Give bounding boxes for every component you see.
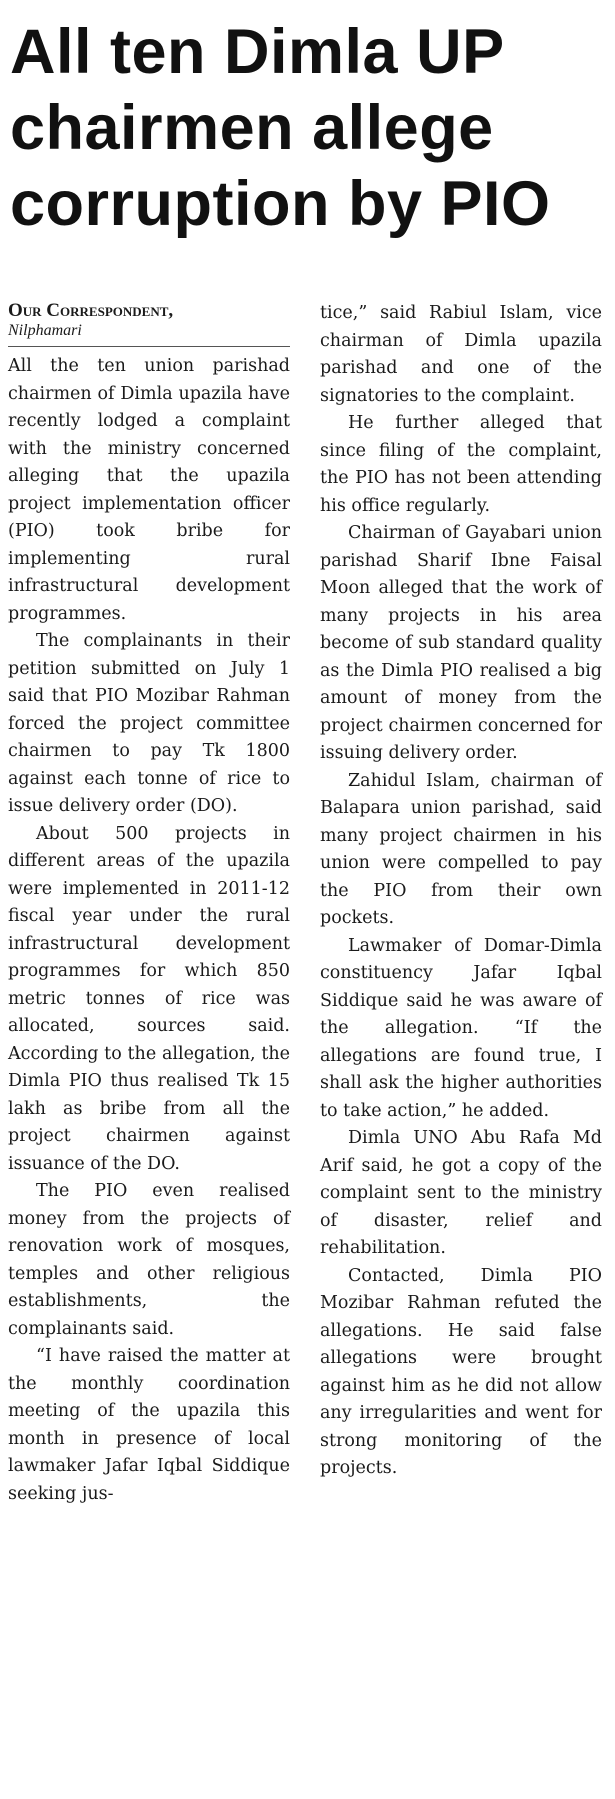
- paragraph: “I have raised the matter at the monthly coordination meeting of the upazila this month in presence of local lawmaker Jafar Iqbal Siddique seeking jus-: [8, 1346, 290, 1504]
- column-right: [320, 300, 602, 1508]
- paragraph: Dimla UNO Abu Rafa Md Arif said, he got a copy of the complaint sent to the ministry of disaster, relief and rehabilitation.: [320, 1128, 602, 1258]
- byline-location: Nilphamari: [8, 322, 82, 339]
- paragraph: The PIO even realised money from the projects of renovation work of mosques, temples and other religious establishments, the complainants said.: [8, 1181, 290, 1339]
- paragraph: Chairman of Gayabari union parishad Sharif Ibne Faisal Moon alleged that the work of many projects in his area become of sub standard quality as the Dimla PIO realised a big amount of money from the project chairmen concerned for issuing delivery order.: [320, 523, 602, 763]
- paragraph: All the ten union parishad chairmen of Dimla upazila have recently lodged a complaint with the ministry concerned alleging that the upazila project implementation officer (PIO) took bribe for implementing rural infrastructural development programmes.: [8, 356, 290, 624]
- paragraph: He further alleged that since filing of the complaint, the PIO has not been attending his office regularly.: [320, 413, 602, 516]
- paragraph: The complainants in their petition submitted on July 1 said that PIO Mozibar Rahman forced the project committee chairmen to pay Tk 1800 against each tonne of rice to issue delivery order (DO).: [8, 631, 290, 816]
- byline: [8, 300, 290, 347]
- column-left: [8, 300, 290, 1508]
- paragraph: Lawmaker of Domar-Dimla constituency Jafar Iqbal Siddique said he was aware of the allegation. “If the allegations are found true, I shall ask the higher authorities to take action,” he added.: [320, 935, 602, 1121]
- headline: [10, 14, 607, 242]
- paragraph: Contacted, Dimla PIO Mozibar Rahman refuted the allegations. He said false allegations were brought against him as he did not allow any irregularities and went for strong monitoring of the projects.: [320, 1265, 602, 1478]
- paragraph: tice,” said Rabiul Islam, vice chairman of Dimla upazila parishad and one of the signatories to the complaint.: [320, 303, 602, 406]
- article-body: [8, 300, 602, 1508]
- paragraph: Zahidul Islam, chairman of Balapara union parishad, said many project chairmen in his union were compelled to pay the PIO from their own pockets.: [320, 770, 602, 928]
- headline-line: All ten Dimla UP: [10, 17, 505, 87]
- headline-line: corruption by PIO: [10, 169, 551, 239]
- headline-line: chairmen allege: [10, 93, 494, 163]
- paragraph: About 500 projects in different areas of the upazila were implemented in 2011-12 fiscal year under the rural infrastructural development programmes for which 850 metric tonnes of rice was allocated, sources said. According to the allegation, the Dimla PIO thus realised Tk 15 lakh as bribe from all the project chairmen against issuance of the DO.: [8, 823, 290, 1174]
- byline-author: Our Correspondent,: [8, 300, 174, 321]
